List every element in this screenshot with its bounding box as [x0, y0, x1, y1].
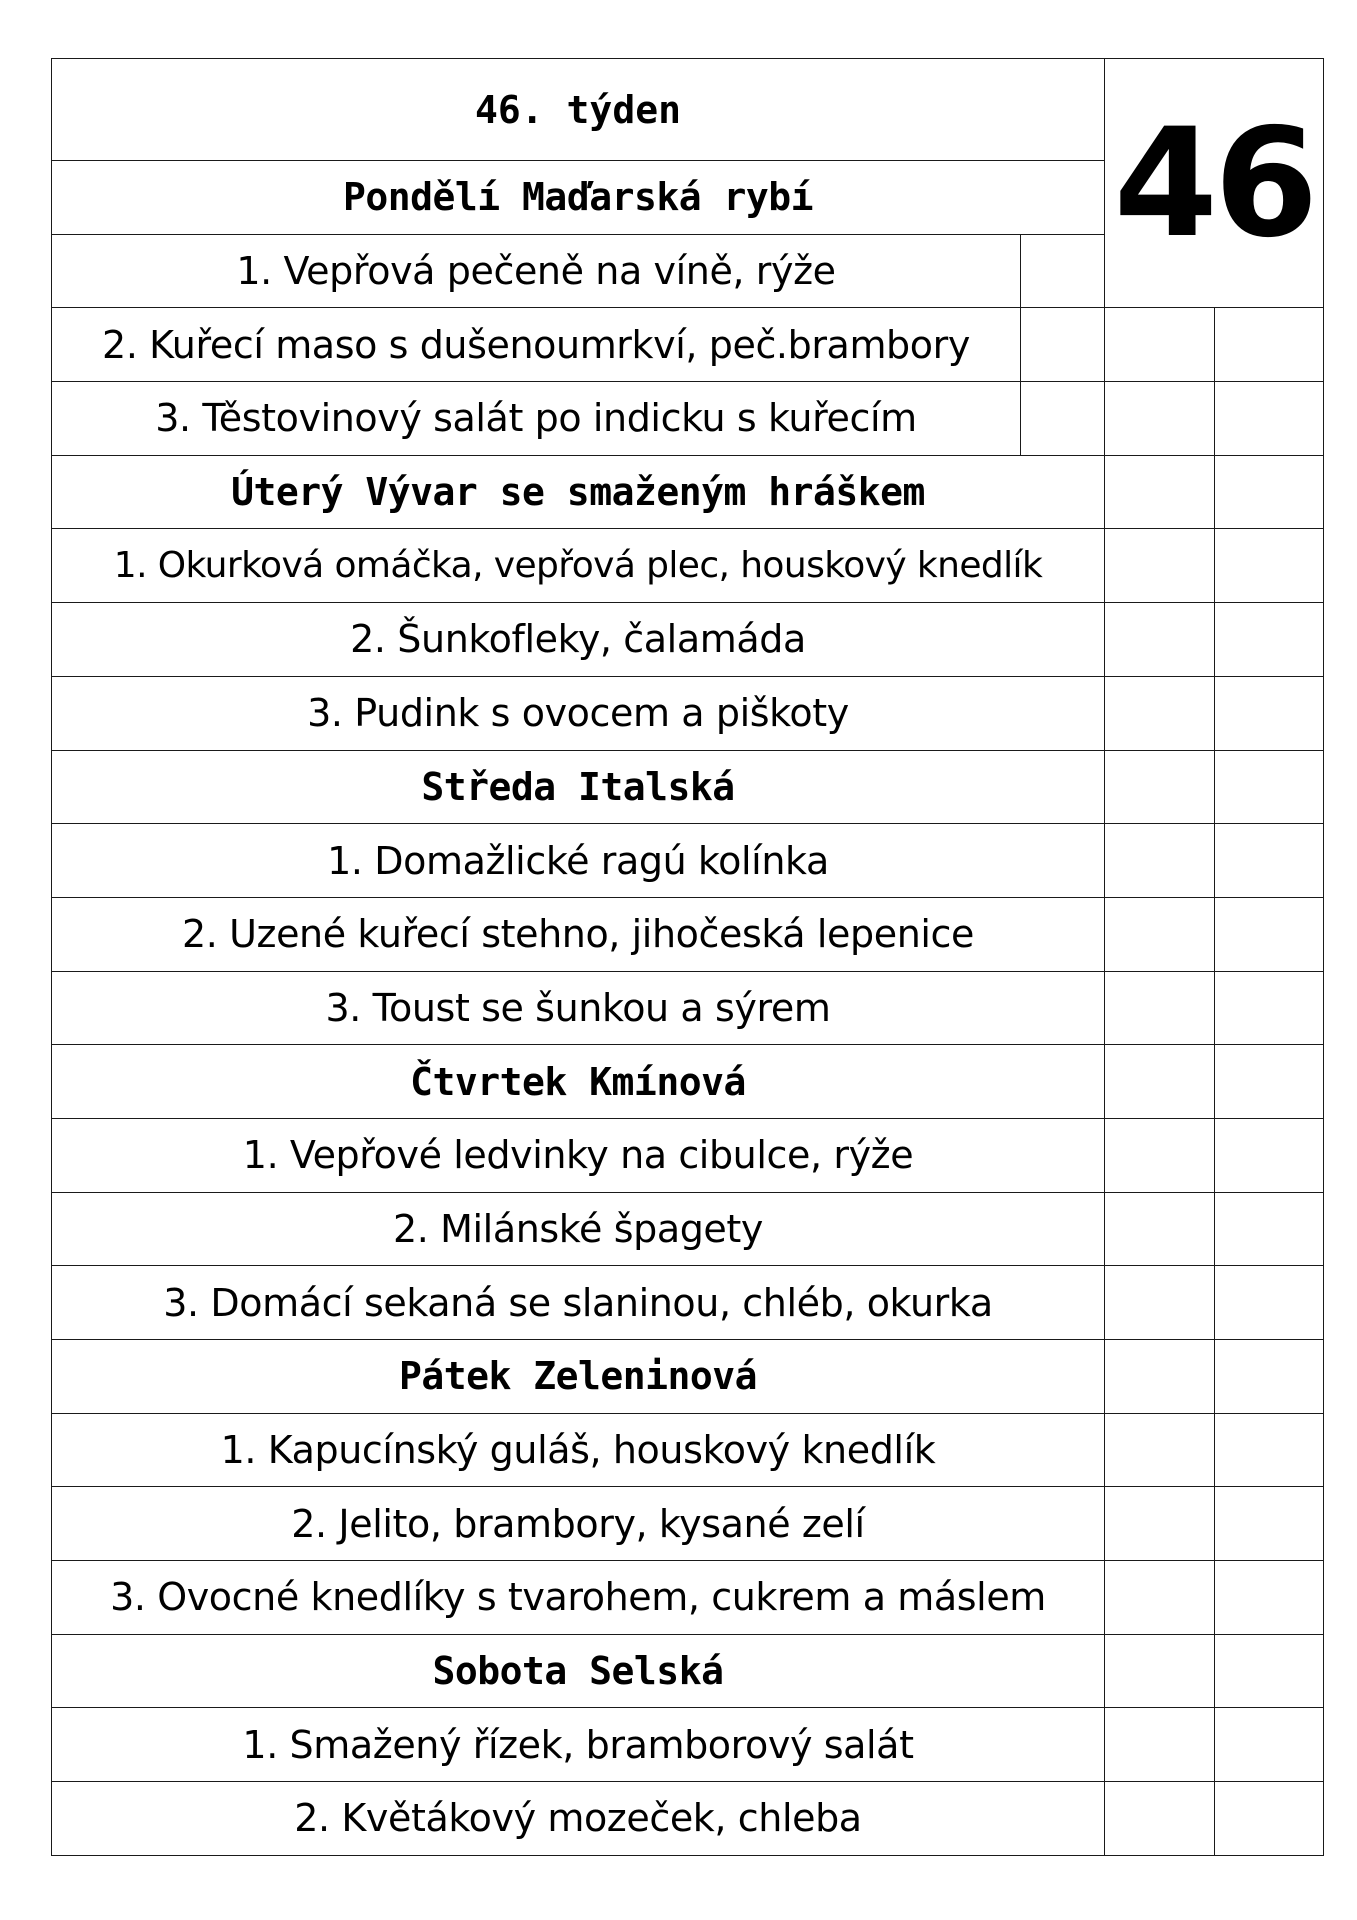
dish-saturday-2: 2. Květákový mozeček, chleba: [52, 1782, 1105, 1856]
dish-row: [52, 1782, 1324, 1856]
dish-row: [52, 1487, 1324, 1561]
day-header-friday: Pátek Zeleninová: [52, 1340, 1105, 1414]
mark-cell: [1105, 676, 1215, 750]
mark-cell: [1105, 455, 1215, 529]
mark-cell: [1105, 824, 1215, 898]
day-header-tuesday: Úterý Vývar se smaženým hráškem: [52, 455, 1105, 529]
mark-cell: [1105, 1708, 1215, 1782]
mark-cell: [1215, 824, 1324, 898]
mark-cell: [1215, 676, 1324, 750]
mark-cell: [1215, 1561, 1324, 1635]
mark-cell: [1105, 1413, 1215, 1487]
mark-cell: [1215, 750, 1324, 824]
dish-monday-3: 3. Těstovinový salát po indicku s kuřecím: [52, 382, 1021, 456]
mark-cell: [1215, 1266, 1324, 1340]
mark-cell: [1215, 308, 1324, 382]
mark-cell: [1021, 382, 1105, 456]
day-header-thursday: Čtvrtek Kmínová: [52, 1045, 1105, 1119]
dish-row: [52, 1266, 1324, 1340]
mark-cell: [1215, 603, 1324, 677]
mark-cell: [1215, 1487, 1324, 1561]
mark-cell: [1215, 529, 1324, 603]
dish-row: [52, 308, 1324, 382]
week-title-row: [52, 59, 1324, 161]
mark-cell: [1215, 1118, 1324, 1192]
mark-cell: [1105, 1266, 1215, 1340]
dish-friday-3: 3. Ovocné knedlíky s tvarohem, cukrem a máslem: [52, 1561, 1105, 1635]
dish-monday-2: 2. Kuřecí maso s dušenoumrkví, peč.brambory: [52, 308, 1021, 382]
mark-cell: [1215, 1340, 1324, 1414]
day-header-row-saturday: [52, 1634, 1324, 1708]
mark-cell: [1105, 603, 1215, 677]
dish-wednesday-2: 2. Uzené kuřecí stehno, jihočeská lepenice: [52, 897, 1105, 971]
mark-cell: [1021, 234, 1105, 308]
mark-cell: [1105, 1118, 1215, 1192]
dish-row: [52, 382, 1324, 456]
dish-thursday-1: 1. Vepřové ledvinky na cibulce, rýže: [52, 1118, 1105, 1192]
mark-cell: [1215, 1192, 1324, 1266]
day-header-row-tuesday: [52, 455, 1324, 529]
mark-cell: [1215, 971, 1324, 1045]
mark-cell: [1215, 455, 1324, 529]
day-header-row-wednesday: [52, 750, 1324, 824]
mark-cell: [1105, 1634, 1215, 1708]
weekly-menu-table: [51, 58, 1324, 1856]
mark-cell: [1105, 971, 1215, 1045]
dish-wednesday-3: 3. Toust se šunkou a sýrem: [52, 971, 1105, 1045]
dish-saturday-1: 1. Smažený řízek, bramborový salát: [52, 1708, 1105, 1782]
day-header-row-friday: [52, 1340, 1324, 1414]
mark-cell: [1105, 897, 1215, 971]
dish-friday-1: 1. Kapucínský guláš, houskový knedlík: [52, 1413, 1105, 1487]
mark-cell: [1105, 1561, 1215, 1635]
dish-row: [52, 824, 1324, 898]
mark-cell: [1215, 1782, 1324, 1856]
mark-cell: [1105, 1045, 1215, 1119]
dish-wednesday-1: 1. Domažlické ragú kolínka: [52, 824, 1105, 898]
dish-tuesday-1: 1. Okurková omáčka, vepřová plec, houskový knedlík: [52, 529, 1105, 603]
day-header-wednesday: Středa Italská: [52, 750, 1105, 824]
dish-friday-2: 2. Jelito, brambory, kysané zelí: [52, 1487, 1105, 1561]
mark-cell: [1215, 1634, 1324, 1708]
dish-monday-1: 1. Vepřová pečeně na víně, rýže: [52, 234, 1021, 308]
week-title: 46. týden: [52, 59, 1105, 161]
mark-cell: [1105, 382, 1215, 456]
mark-cell: [1215, 1708, 1324, 1782]
dish-row: [52, 676, 1324, 750]
mark-cell: [1105, 1487, 1215, 1561]
mark-cell: [1105, 1782, 1215, 1856]
mark-cell: [1105, 1192, 1215, 1266]
dish-row: [52, 1192, 1324, 1266]
dish-row: [52, 1118, 1324, 1192]
mark-cell: [1105, 308, 1215, 382]
dish-row: [52, 1561, 1324, 1635]
dish-row: [52, 897, 1324, 971]
day-header-saturday: Sobota Selská: [52, 1634, 1105, 1708]
dish-row: [52, 603, 1324, 677]
mark-cell: [1105, 529, 1215, 603]
dish-row: [52, 1413, 1324, 1487]
day-header-row-thursday: [52, 1045, 1324, 1119]
mark-cell: [1105, 750, 1215, 824]
mark-cell: [1215, 382, 1324, 456]
dish-thursday-3: 3. Domácí sekaná se slaninou, chléb, okurka: [52, 1266, 1105, 1340]
mark-cell: [1021, 308, 1105, 382]
mark-cell: [1215, 1045, 1324, 1119]
dish-tuesday-2: 2. Šunkofleky, čalamáda: [52, 603, 1105, 677]
day-header-monday: Pondělí Maďarská rybí: [52, 161, 1105, 235]
week-number: 46: [1105, 59, 1324, 308]
mark-cell: [1215, 1413, 1324, 1487]
dish-row: [52, 1708, 1324, 1782]
dish-row: [52, 529, 1324, 603]
dish-row: [52, 971, 1324, 1045]
dish-thursday-2: 2. Milánské špagety: [52, 1192, 1105, 1266]
dish-tuesday-3: 3. Pudink s ovocem a piškoty: [52, 676, 1105, 750]
mark-cell: [1215, 897, 1324, 971]
mark-cell: [1105, 1340, 1215, 1414]
